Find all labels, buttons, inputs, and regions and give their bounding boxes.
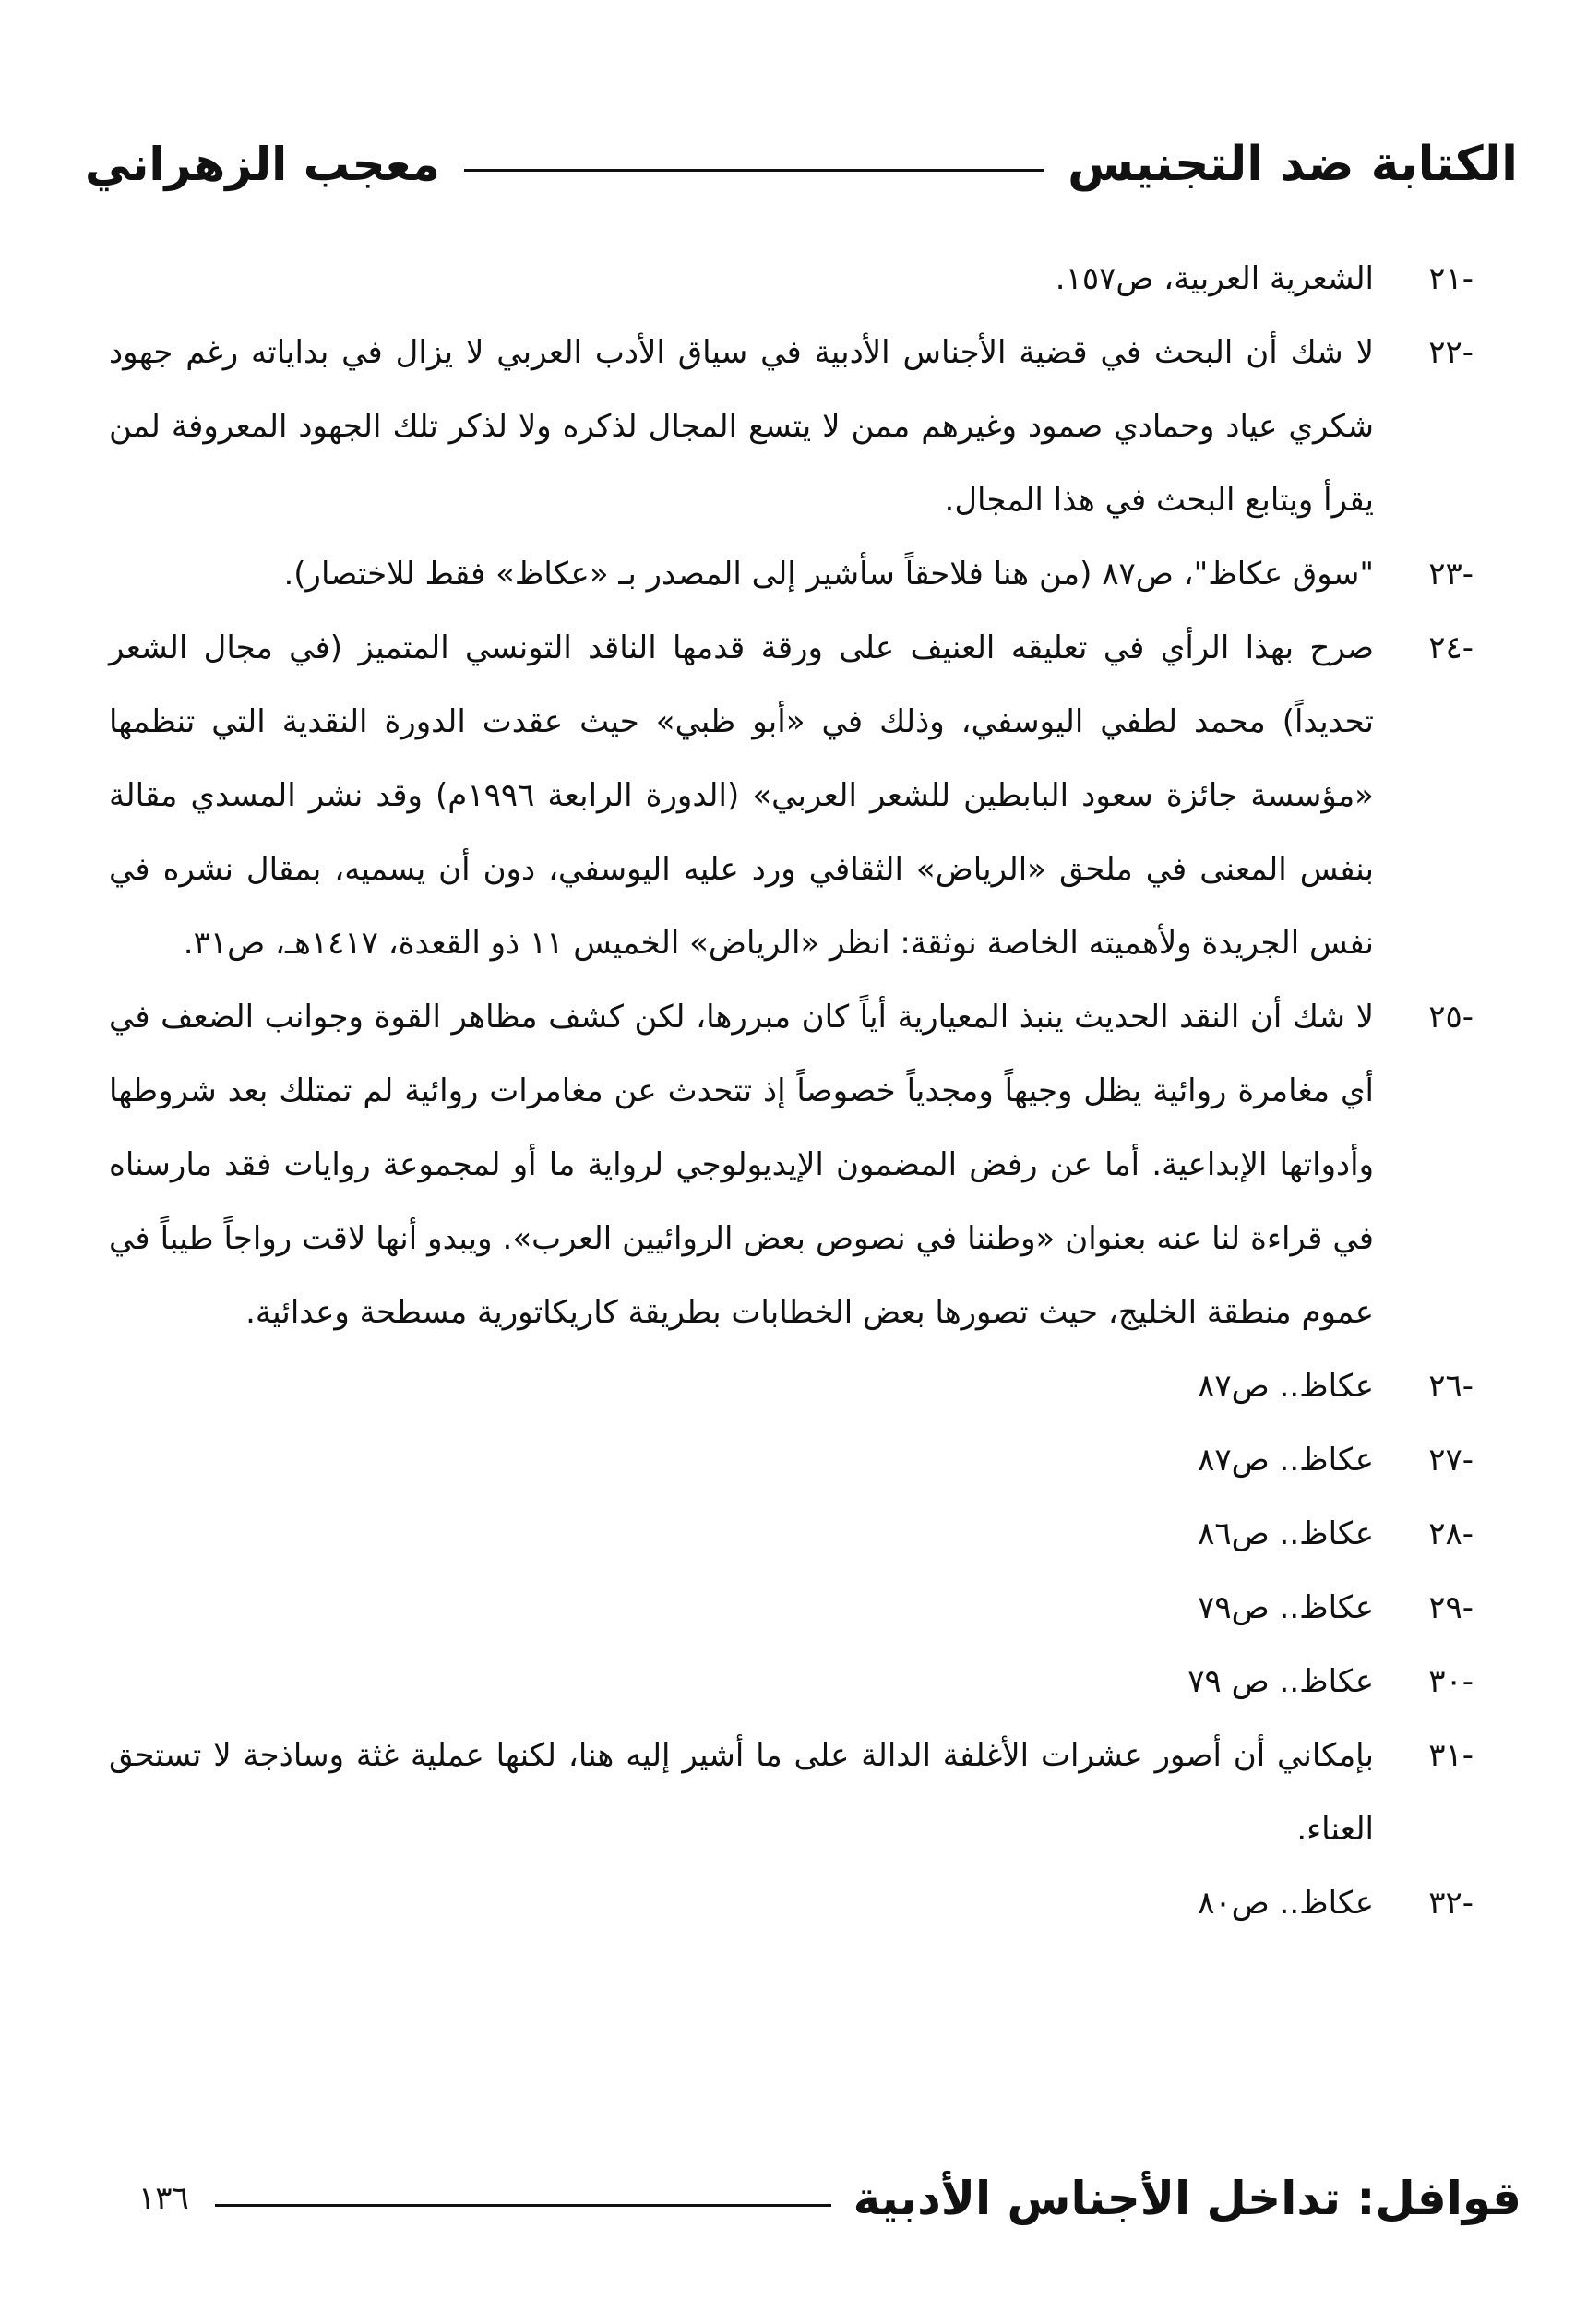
endnote-21 [109, 242, 1474, 316]
endnote-32 [109, 1866, 1474, 1940]
endnote-text: صرح بهذا الرأي في تعليقه العنيف على ورقة قدمها الناقد التونسي المتميز (في مجال الشعر تحديداً) محمد لطفي اليوسفي، وذلك في «أبو ظبي» حيث عقدت الدورة النقدية التي تنظمها «مؤسسة جائزة سعود البابطين للشعر العربي» (الدورة الرابعة ١٩٩٦م) وقد نشر المسدي مقالة بنفس المعنى في ملحق «الرياض» الثقافي ورد عليه اليوسفي، دون أن يسميه، بمقال نشره في نفس الجريدة ولأهميته الخاصة نوثقة: انظر «الرياض» الخميس ١١ ذو القعدة، ١٤١٧هـ، ص٣١. [109, 629, 1374, 962]
endnote-number: -٢٣ [1428, 556, 1474, 593]
endnote-number: -٣١ [1428, 1737, 1474, 1774]
book-title: الكتابة ضد التجنيس [1068, 137, 1518, 192]
endnote-30 [109, 1645, 1474, 1719]
endnotes-list [109, 242, 1474, 1940]
endnote-25 [109, 980, 1474, 1349]
endnote-text: عكاظ.. ص٧٩ [1198, 1589, 1374, 1626]
endnote-text: لا شك أن النقد الحديث ينبذ المعيارية أياً كان مبررها، لكن كشف مظاهر القوة وجوانب الضعف في أي مغامرة روائية يظل وجيهاً ومجدياً خصوصاً إذ تتحدث عن مغامرات روائية لم تمتلك بعد شروطها وأدواتها الإبداعية. أما عن رفض المضمون الإيديولوجي لرواية ما أو لمجموعة روايات فقد مارسناه في قراءة لنا عنه بعنوان «وطننا في نصوص بعض الروائيين العرب». ويبدو أنها لاقت رواجاً طيباً في عموم منطقة الخليج، حيث تصورها بعض الخطابات بطريقة كاريكاتورية مسطحة وعدائية. [109, 999, 1374, 1331]
endnote-24 [109, 611, 1474, 980]
header-rule [464, 169, 1044, 172]
endnote-text: عكاظ.. ص ٧٩ [1187, 1663, 1374, 1700]
endnote-number: -٢٥ [1428, 999, 1474, 1036]
endnote-number: -٢١ [1428, 260, 1474, 297]
endnote-text: لا شك أن البحث في قضية الأجناس الأدبية في سياق الأدب العربي لا يزال في بداياته رغم جهود شكري عياد وحمادي صمود وغيرهم ممن لا يتسع المجال لذكره ولا لذكر تلك الجهود المعروفة لمن يقرأ ويتابع البحث في هذا المجال. [109, 334, 1374, 519]
endnote-text: بإمكاني أن أصور عشرات الأغلفة الدالة على ما أشير إليه هنا، لكنها عملية غثة وساذجة لا تستحق العناء. [109, 1737, 1374, 1848]
endnote-number: -٢٩ [1428, 1589, 1474, 1626]
endnote-number: -٣٢ [1428, 1885, 1474, 1922]
endnote-number: -٢٨ [1428, 1515, 1474, 1552]
page-number: ١٣٦ [138, 2180, 189, 2217]
endnote-text: الشعرية العربية، ص١٥٧. [1055, 260, 1374, 297]
endnote-text: عكاظ.. ص٨٠ [1198, 1885, 1374, 1922]
endnote-29 [109, 1571, 1474, 1645]
running-footer [138, 2162, 1521, 2235]
running-header [85, 127, 1518, 201]
endnote-number: -٢٢ [1428, 334, 1474, 371]
endnote-26 [109, 1349, 1474, 1423]
endnote-22 [109, 316, 1474, 537]
endnote-text: عكاظ.. ص٨٧ [1198, 1368, 1374, 1405]
endnote-27 [109, 1423, 1474, 1497]
endnote-number: -٢٦ [1428, 1368, 1474, 1405]
endnote-text: "سوق عكاظ"، ص٨٧ (من هنا فلاحقاً سأشير إلى المصدر بـ «عكاظ» فقط للاختصار). [283, 556, 1374, 593]
endnote-number: -٣٠ [1428, 1663, 1474, 1700]
endnote-text: عكاظ.. ص٨٧ [1198, 1442, 1374, 1479]
publication-title: قوافل: تداخل الأجناس الأدبية [853, 2172, 1521, 2225]
footer-rule [215, 2204, 831, 2207]
endnote-number: -٢٧ [1428, 1442, 1474, 1479]
endnote-number: -٢٤ [1428, 629, 1474, 666]
author-name: معجب الزهراني [85, 138, 440, 191]
endnote-31 [109, 1719, 1474, 1866]
endnote-text: عكاظ.. ص٨٦ [1198, 1515, 1374, 1552]
endnote-28 [109, 1497, 1474, 1571]
endnote-23 [109, 537, 1474, 611]
